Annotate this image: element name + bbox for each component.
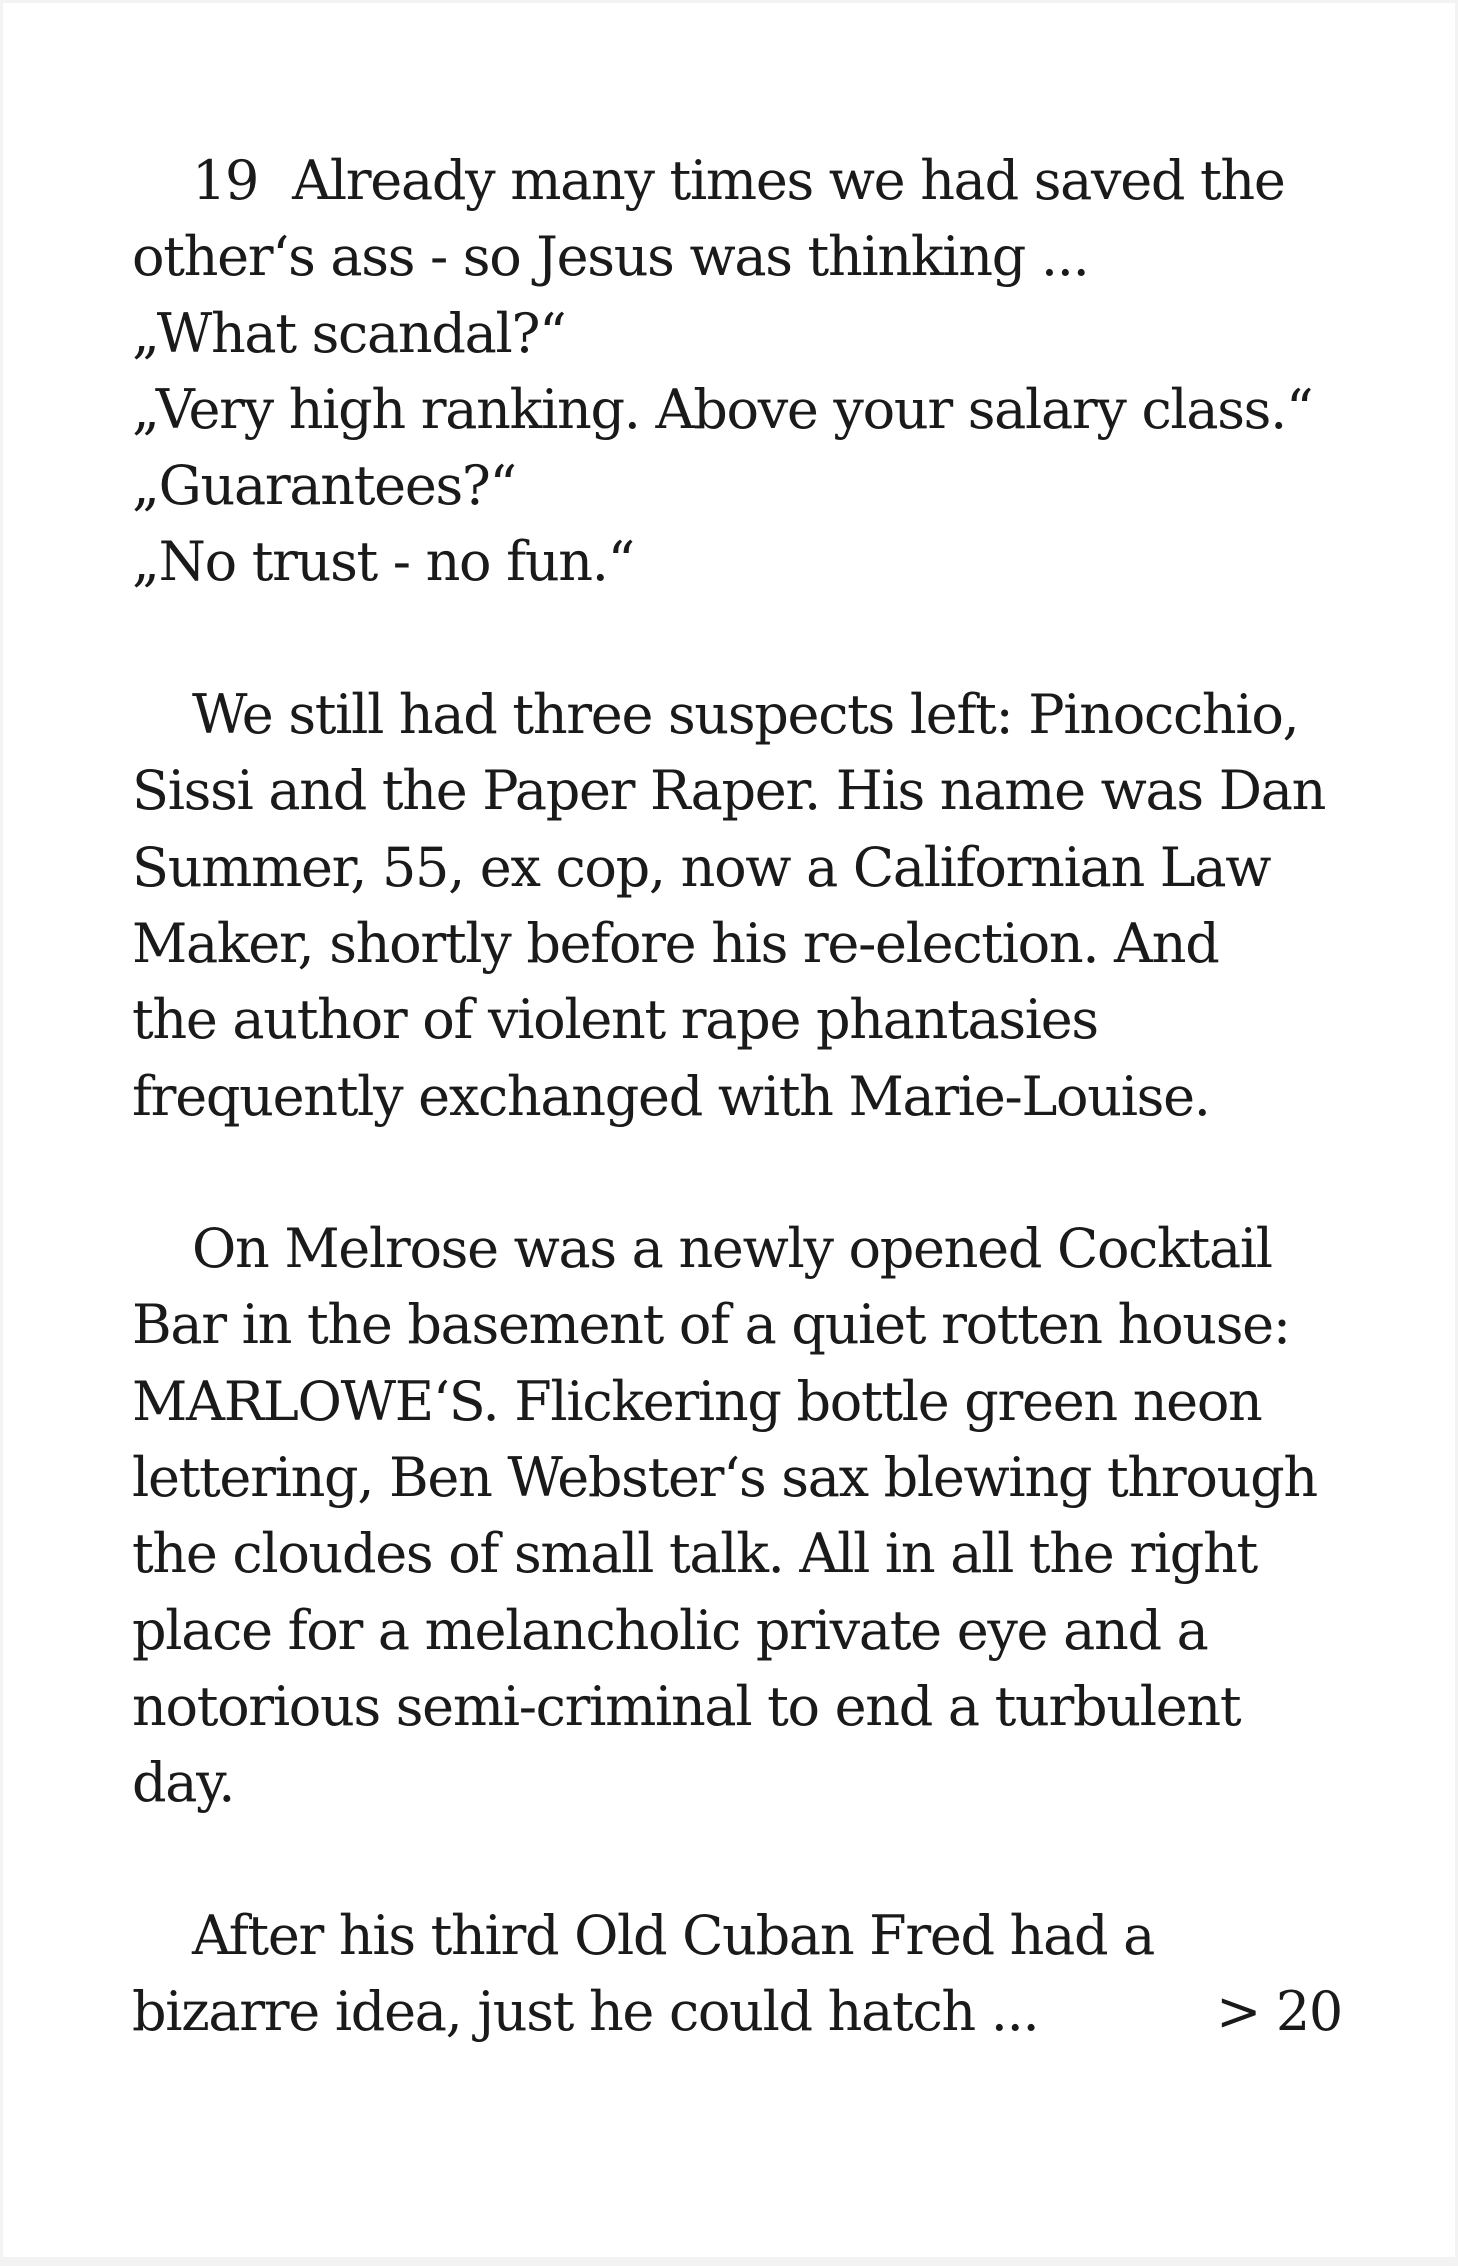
- next-page-reference: > 20: [1216, 1980, 1342, 2044]
- text-line: Bar in the basement of a quiet rotten house:: [132, 1293, 1290, 1357]
- text-line: other‘s ass - so Jesus was thinking ...: [132, 225, 1089, 289]
- text-line: Sissi and the Paper Raper. His name was Dan: [132, 759, 1326, 823]
- text-line: After his third Old Cuban Fred had a: [192, 1903, 1155, 1967]
- text-line: the author of violent rape phantasies: [132, 988, 1098, 1052]
- paragraph-4: [132, 1898, 1342, 2051]
- text-line: frequently exchanged with Marie-Louise.: [132, 1064, 1210, 1128]
- text-line: day.: [132, 1751, 235, 1815]
- text-line: MARLOWE‘S. Flickering bottle green neon: [132, 1369, 1262, 1433]
- dialogue-line: „What scandal?“: [132, 301, 566, 365]
- page-number: 19: [192, 149, 259, 212]
- text-line: We still had three suspects left: Pinocchio,: [192, 683, 1299, 747]
- text-line: 19 Already many times we had saved the: [132, 143, 1342, 219]
- text-line: On Melrose was a newly opened Cocktail: [192, 1217, 1272, 1281]
- text-line: Maker, shortly before his re-election. And: [132, 911, 1219, 975]
- text-line: notorious semi-criminal to end a turbulent: [132, 1674, 1241, 1738]
- text-line: the cloudes of small talk. All in all the right: [132, 1522, 1257, 1586]
- ebook-page: [3, 3, 1455, 2257]
- text-line: lettering, Ben Webster‘s sax blewing through: [132, 1446, 1317, 1510]
- dialogue-line: „Very high ranking. Above your salary class.“: [132, 377, 1313, 441]
- paragraph-2: [132, 677, 1342, 1135]
- text-line: place for a melancholic private eye and a: [132, 1598, 1208, 1662]
- text-line: Summer, 55, ex cop, now a Californian Law: [132, 835, 1271, 899]
- paragraph-1: [132, 143, 1342, 601]
- text-line: bizarre idea, just he could hatch ... > 20: [132, 1974, 1342, 2050]
- paragraph-3: [132, 1211, 1342, 1821]
- dialogue-line: „Guarantees?“: [132, 454, 516, 518]
- dialogue-line: „No trust - no fun.“: [132, 530, 634, 594]
- page-text: [132, 143, 1342, 2050]
